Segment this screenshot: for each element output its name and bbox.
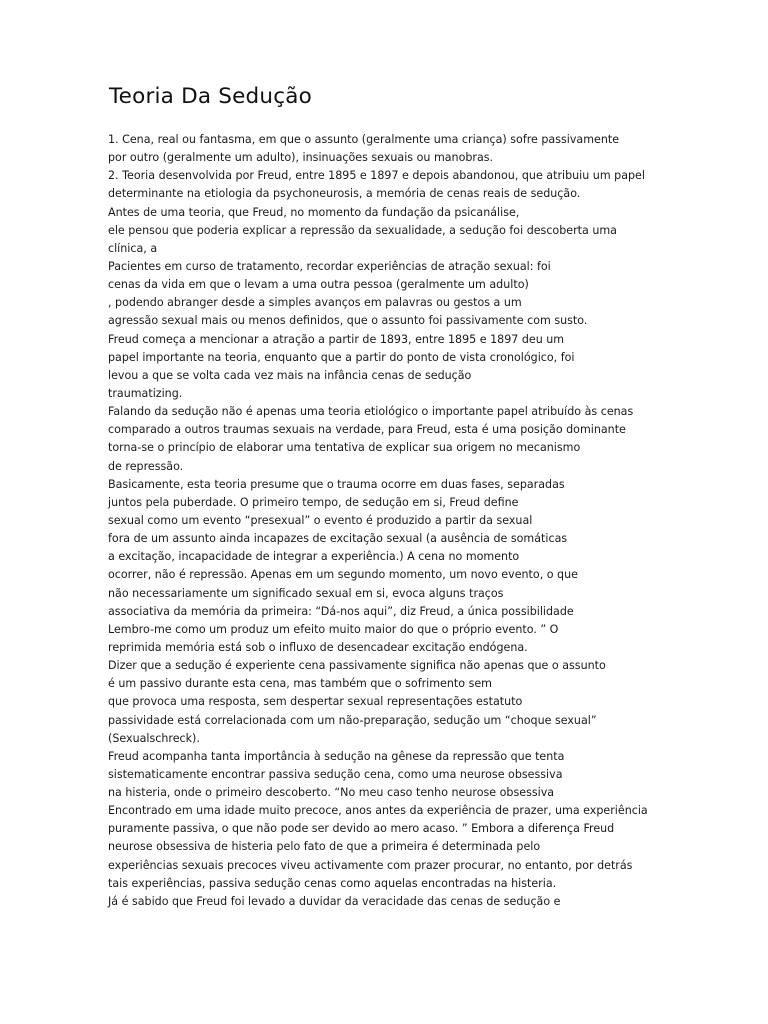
text-line: Falando da sedução não é apenas uma teoria etiológico o importante papel atribuído às cenas bbox=[108, 405, 634, 419]
text-line: 2. Teoria desenvolvida por Freud, entre 1895 e 1897 e depois abandonou, que atribuiu um papel bbox=[108, 169, 645, 183]
text-line: comparado a outros traumas sexuais na verdade, para Freud, esta é uma posição dominante bbox=[108, 423, 626, 437]
text-line: por outro (geralmente um adulto), insinuações sexuais ou manobras. bbox=[108, 151, 494, 165]
text-line: papel importante na teoria, enquanto que a partir do ponto de vista cronológico, foi bbox=[108, 350, 575, 364]
text-line: reprimida memória está sob o influxo de desencadear excitação endógena. bbox=[108, 640, 528, 654]
text-line: , podendo abranger desde a simples avanços em palavras ou gestos a um bbox=[108, 296, 522, 310]
text-line: clínica, a bbox=[108, 241, 158, 255]
text-line: é um passivo durante esta cena, mas também que o sofrimento sem bbox=[108, 677, 492, 691]
text-line: Freud começa a mencionar a atração a partir de 1893, entre 1895 e 1897 deu um bbox=[108, 332, 565, 346]
text-line: puramente passiva, o que não pode ser devido ao mero acaso. ” Embora a diferença Freud bbox=[108, 822, 615, 836]
text-line: de repressão. bbox=[108, 459, 184, 473]
text-line: tais experiências, passiva sedução cenas como aquelas encontradas na histeria. bbox=[108, 876, 557, 890]
text-line: Lembro-me como um produz um efeito muito maior do que o próprio evento. ” O bbox=[108, 622, 559, 636]
document-body bbox=[108, 131, 668, 911]
text-line: associativa da memória da primeira: “Dá-nos aqui”, diz Freud, a única possibilidade bbox=[108, 604, 574, 618]
text-line: 1. Cena, real ou fantasma, em que o assunto (geralmente uma criança) sofre passivamente bbox=[108, 133, 620, 146]
text-line: que provoca uma resposta, sem despertar sexual representações estatuto bbox=[108, 695, 523, 709]
text-line: Dizer que a sedução é experiente cena passivamente significa não apenas que o assunto bbox=[108, 659, 606, 673]
text-line: Antes de uma teoria, que Freud, no momento da fundação da psicanálise, bbox=[108, 205, 520, 219]
text-line: cenas da vida em que o levam a uma outra pessoa (geralmente um adulto) bbox=[108, 278, 529, 292]
text-line: Pacientes em curso de tratamento, recordar experiências de atração sexual: foi bbox=[108, 259, 551, 273]
text-line: traumatizing. bbox=[108, 386, 183, 400]
text-line: determinante na etiologia da psychoneurosis, a memória de cenas reais de sedução. bbox=[108, 187, 581, 201]
text-line: levou a que se volta cada vez mais na infância cenas de sedução bbox=[108, 368, 472, 382]
text-line: passividade está correlacionada com um não-preparação, sedução um “choque sexual” bbox=[108, 713, 597, 727]
text-line: Freud acompanha tanta importância à sedução na gênese da repressão que tenta bbox=[108, 749, 565, 763]
text-line: Já é sabido que Freud foi levado a duvidar da veracidade das cenas de sedução e bbox=[108, 894, 561, 908]
text-line: sistematicamente encontrar passiva sedução cena, como uma neurose obsessiva bbox=[108, 767, 563, 781]
text-line: agressão sexual mais ou menos definidos, que o assunto foi passivamente com susto. bbox=[108, 314, 588, 328]
text-line: fora de um assunto ainda incapazes de excitação sexual (a ausência de somáticas bbox=[108, 532, 568, 546]
text-line: torna-se o princípio de elaborar uma tentativa de explicar sua origem no mecanismo bbox=[108, 441, 581, 455]
text-line: ocorrer, não é repressão. Apenas em um segundo momento, um novo evento, o que bbox=[108, 568, 578, 582]
document-title: Teoria Da Sedução bbox=[109, 84, 312, 109]
text-line: sexual como um evento “presexual” o evento é produzido a partir da sexual bbox=[108, 513, 533, 527]
text-line: juntos pela puberdade. O primeiro tempo, de sedução em si, Freud define bbox=[108, 495, 519, 509]
text-line: na histeria, onde o primeiro descoberto. “No meu caso tenho neurose obsessiva bbox=[108, 786, 555, 800]
text-line: Basicamente, esta teoria presume que o trauma ocorre em duas fases, separadas bbox=[108, 477, 565, 491]
text-line: não necessariamente um significado sexual em si, evoca alguns traços bbox=[108, 586, 504, 600]
text-line: experiências sexuais precoces viveu activamente com prazer procurar, no entanto, por detrás bbox=[108, 858, 633, 872]
text-line: ele pensou que poderia explicar a repressão da sexualidade, a sedução foi descoberta uma bbox=[108, 223, 617, 237]
text-line: Encontrado em uma idade muito precoce, anos antes da experiência de prazer, uma experiência bbox=[108, 804, 648, 818]
text-line: (Sexualschreck). bbox=[108, 731, 200, 745]
text-line: a excitação, incapacidade de integrar a experiência.) A cena no momento bbox=[108, 550, 520, 564]
text-line: neurose obsessiva de histeria pelo fato de que a primeira é determinada pelo bbox=[108, 840, 541, 854]
